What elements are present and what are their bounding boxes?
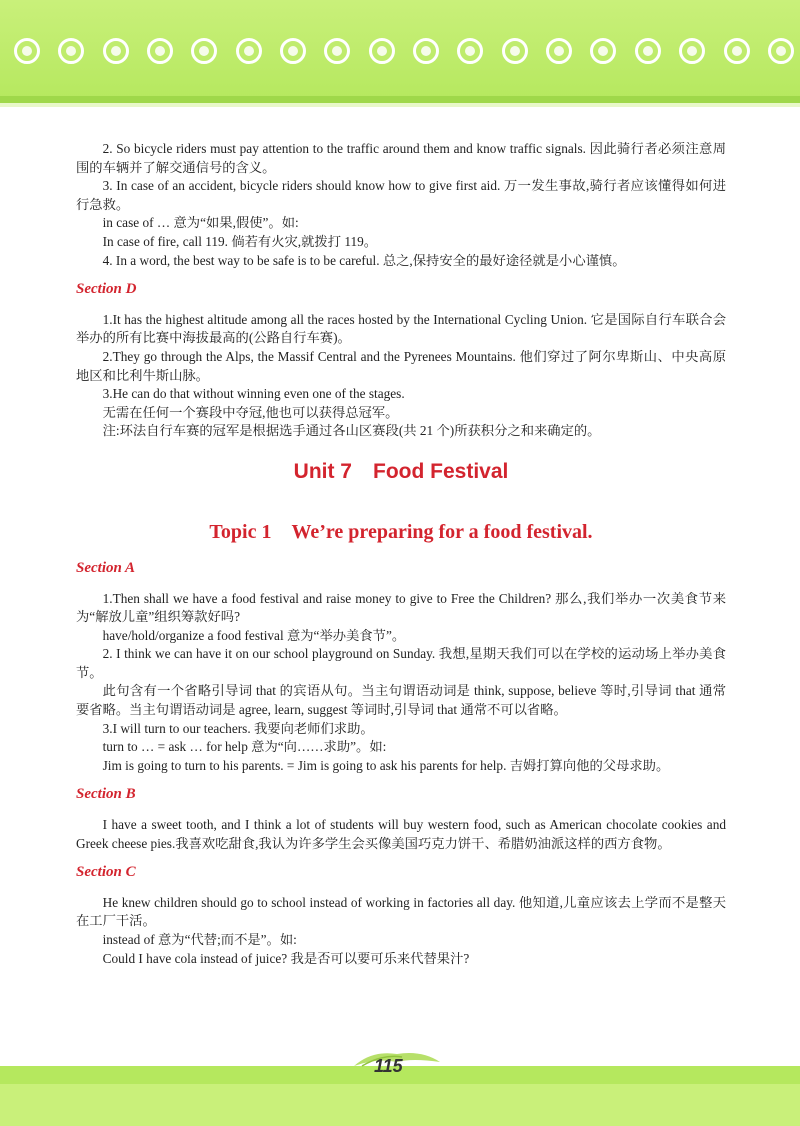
- circle-icon: [236, 38, 262, 64]
- page-number-badge: [352, 1048, 442, 1082]
- paragraph: 3. In case of an accident, bicycle riders should know how to give first aid. 万一发生事故,骑行者应该懂得如何进行急救。: [76, 178, 726, 212]
- paragraph: have/hold/organize a food festival 意为“举办美食节”。: [102, 627, 406, 643]
- paragraph: In case of fire, call 119. 倘若有火灾,就拨打 119。: [102, 233, 378, 249]
- circle-icon: [14, 38, 40, 64]
- circle-icon: [324, 38, 350, 64]
- circle-icon: [103, 38, 129, 64]
- circle-icon: [413, 38, 439, 64]
- circle-icon: [369, 38, 395, 64]
- page-number: 115: [374, 1056, 403, 1076]
- section-heading-a: Section A: [76, 559, 136, 576]
- circle-icon: [635, 38, 661, 64]
- paragraph: 注:环法自行车赛的冠军是根据选手通过各山区赛段(共 21 个)所获积分之和来确定的。: [102, 423, 601, 439]
- paragraph: 无需在任何一个赛段中夺冠,他也可以获得总冠军。: [102, 404, 399, 420]
- paragraph: 4. In a word, the best way to be safe is to be careful. 总之,保持安全的最好途径就是小心谨慎。: [102, 252, 626, 268]
- paragraph: turn to … = ask … for help 意为“向……求助”。如:: [102, 739, 387, 755]
- paragraph: 1.Then shall we have a food festival and raise money to give to Free the Children? 那么,我们举办一次美食节来为“解放儿童”组织筹款好吗?: [76, 590, 726, 625]
- paragraph: 2. So bicycle riders must pay attention to the traffic around them and know traffic signals. 因此骑行者必须注意周围的车辆并了解交通信号的含义。: [76, 141, 726, 175]
- unit-title: Unit 7 Food Festival: [293, 459, 509, 483]
- paragraph: instead of 意为“代替;而不是”。如:: [102, 932, 297, 947]
- header-stripe: [0, 96, 800, 103]
- circle-icon: [768, 38, 794, 64]
- circle-icon: [679, 38, 705, 64]
- circle-icon: [502, 38, 528, 64]
- header-stripe-light: [0, 103, 800, 107]
- header-band: [0, 0, 800, 103]
- decorative-circles: [14, 38, 794, 72]
- section-heading-d: Section D: [76, 281, 137, 298]
- page-content: [76, 140, 726, 968]
- paragraph: 2. I think we can have it on our school playground on Sunday. 我想,星期天我们可以在学校的运动场上举办美食节。: [76, 646, 726, 680]
- paragraph: Jim is going to turn to his parents. = Jim is going to ask his parents for help. 吉姆打算向他的父母求助。: [102, 757, 670, 773]
- circle-icon: [191, 38, 217, 64]
- paragraph: 3.He can do that without winning even one of the stages.: [102, 386, 405, 402]
- section-heading-b: Section B: [76, 786, 136, 803]
- topic-title: Topic 1 We’re preparing for a food festival.: [209, 520, 593, 543]
- circle-icon: [546, 38, 572, 64]
- section-heading-c: Section C: [76, 864, 136, 881]
- circle-icon: [58, 38, 84, 64]
- paragraph: 1.It has the highest altitude among all the races hosted by the International Cycling Union. 它是国际自行车联合会举办的所有比赛中海拔最高的(公路自行车赛)。: [76, 311, 726, 346]
- circle-icon: [724, 38, 750, 64]
- circle-icon: [147, 38, 173, 64]
- paragraph: 此句含有一个省略引导词 that 的宾语从句。当主句谓语动词是 think, suppose, believe 等时,引导词 that 通常要省略。当主句谓语动词是 agree, learn, suggest 等词时,引导词 that 通常不可以省略。: [76, 683, 726, 718]
- paragraph: He knew children should go to school instead of working in factories all day. 他知道,儿童应该去上学而不是整天在工厂干活。: [76, 894, 726, 929]
- paragraph: I have a sweet tooth, and I think a lot of students will buy western food, such as American chocolate cookies and Greek cheese pies.我喜欢吃甜食,我认为许多学生会买像美国巧克力饼干、希腊奶油派这样的西方食物。: [76, 817, 726, 851]
- paragraph: 3.I will turn to our teachers. 我要向老师们求助。: [102, 720, 374, 736]
- circle-icon: [590, 38, 616, 64]
- circle-icon: [457, 38, 483, 64]
- paragraph: Could I have cola instead of juice? 我是否可以要可乐来代替果汁?: [102, 950, 470, 966]
- circle-icon: [280, 38, 306, 64]
- paragraph: in case of … 意为“如果,假使”。如:: [102, 215, 299, 231]
- paragraph: 2.They go through the Alps, the Massif Central and the Pyrenees Mountains. 他们穿过了阿尔卑斯山、中央高原地区和比利牛斯山脉。: [76, 348, 726, 383]
